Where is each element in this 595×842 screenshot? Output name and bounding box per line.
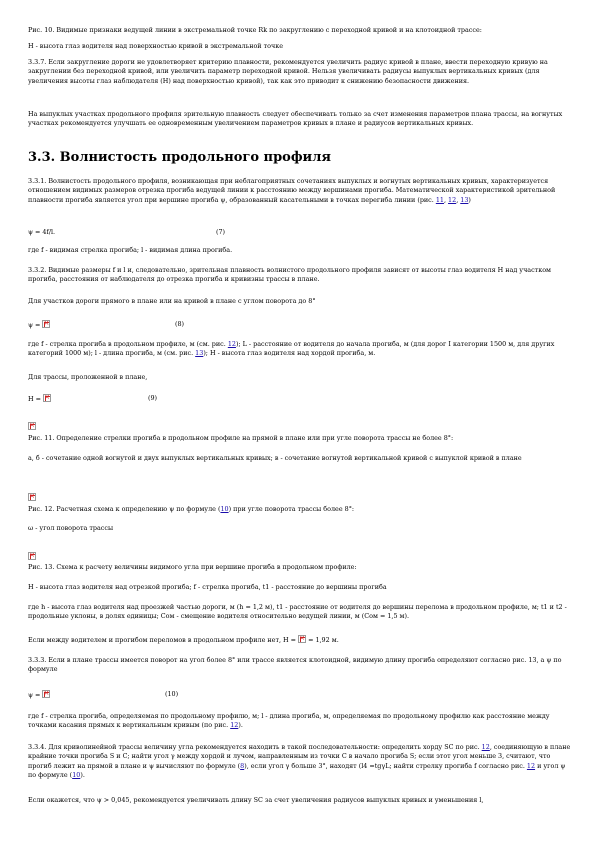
paragraph-psi-greater: Если окажется, что ψ > 0,045, рекомендуется увеличивать длину SC за счет увеличения радиусов выпуклых кривых и уменьшения l, (28, 796, 484, 804)
figure-13-legend: H - высота глаз водителя над отрезкой прогиба; f - стрелка прогиба, t1 - расстояние до вершины прогиба (28, 583, 387, 591)
figure-10-caption: Рис. 10. Видимые признаки ведущей линии в экстремальной точке Rk по закруглению с переходной кривой и на клотоидной трассе: (28, 26, 482, 34)
broken-image-icon (28, 493, 36, 501)
paragraph-convex-sections: На выпуклых участках продольного профиля зрительную плавность следует обеспечивать только за счет изменения параметров плана трассы, на вогнутых участках рекомендуется улучшать ее одновременным увеличением параметров кривых в плане и радиусов вертикальных кривых. (28, 110, 563, 128)
equation-7-number: (7) (216, 228, 226, 236)
paragraph-where-f-L: где f - стрелка прогиба в продольном профиле, м (см. рис. 12); L - расстояние от водителя до начала прогиба, м (для дорог I категории 1500 м, для других категорий 1000 м); l - длина прогиба, м (см. рис. 13); H - высота глаз водителя над хордой прогиба, м. (28, 340, 555, 358)
figure-13-caption: Рис. 13. Схема к расчету величины видимого угла при вершине прогиба в продольном профиле: (28, 563, 357, 571)
equation-8: ψ = × (8) (28, 320, 573, 330)
paragraph-3-3-2: 3.3.2. Видимые размеры f и l и, следовательно, зрительная плавность волнистого продольного профиля зависят от высоты глаз водителя H над участком прогиба, расстояния от наблюдателя до отрезка прогиба и кривизны трассы в плане. (28, 266, 552, 284)
figure-12-link[interactable]: 12 (227, 340, 236, 348)
broken-image-icon (42, 690, 50, 698)
paragraph-3-3-4: 3.3.4. Для криволинейной трассы величину угла рекомендуется находить в такой последовательности: определить хорду SC по рис. 12, соединяющую в плане крайние точки прогиба S и C; найти угол γ между хордой и лучом, направленным из точки C в начало прогиба S; если этот угол меньше 3, считают, что прогиб лежит на прямой в плане и ψ вычисляют по формуле (8), если угол γ больше 3°, находят (l4 =tgγL; найти стрелку прогиба f согласно рис. 12 и угол ψ по формуле (10). (28, 743, 571, 780)
figure-12-image (28, 485, 36, 504)
broken-image-icon (43, 394, 51, 402)
broken-image-icon (42, 320, 50, 328)
paragraph-no-breaks: Если между водителем и прогибом переломов в продольном профиле нет, H = × = 1,92 м. (28, 635, 573, 645)
figure-12-link[interactable]: 12 (448, 195, 457, 204)
equation-9: H = × (9) (28, 394, 573, 404)
figure-12-link[interactable]: 12 (230, 721, 239, 730)
figure-12-link[interactable]: 12 (481, 743, 490, 751)
equation-8-number: (8) (175, 320, 185, 328)
figure-11-image (28, 414, 36, 433)
paragraph-where-f-l: где f - видимая стрелка прогиба; l - видимая длина прогиба. (28, 246, 233, 254)
figure-11-caption: Рис. 11. Определение стрелки прогиба в продольном профиле на прямой в плане или при угле поворота трассы не более 8°: (28, 434, 454, 442)
figure-12-legend: ω - угол поворота трассы (28, 524, 114, 532)
paragraph-3-3-7: 3.3.7. Если закругление дороги не удовлетворяет критерию плавности, рекомендуется увеличить радиус кривой в плане, ввести переходную кривую на закруглении без переходной кривой, или увеличить параметр переходной кривой. Нельзя увеличивать радиусы выпуклых вертикальных кривых (для увеличения высоты глаз наблюдателя (H) над поверхностью кривой), так как это приводит к снижению безопасности движения. (28, 58, 548, 85)
equation-9-number: (9) (148, 394, 158, 402)
paragraph-3-3-1: 3.3.1. Волнистость продольного профиля, возникающая при неблагоприятных сочетаниях выпуклых и вогнутых вертикальных кривых, характеризуется отношением видимых размеров отрезка прогиба ведущей линии к расстоянию между вершинами прогиба. Математической характеристикой зрительной плавности прогиба является угол при вершине прогиба ψ, образованный касательными в точках перегиба линии (рис. 11, 12, 13) (28, 177, 556, 204)
broken-image-icon (298, 635, 306, 643)
formula-10-link[interactable]: 10 (220, 505, 229, 513)
paragraph-where-f-profile: где f - стрелка прогиба, определяемая по продольному профилю, м; l - длина прогиба, м, определяемая по продольному профилю как расстояние между точками касания прямых к вертикальным кривым (по рис. 12). (28, 712, 550, 730)
paragraph-trace-in-plan: Для трассы, проложенной в плане, (28, 373, 148, 381)
equation-10: ψ = × (10) (28, 690, 573, 700)
broken-image-icon (28, 552, 36, 560)
formula-8-link[interactable]: 8 (240, 761, 245, 770)
equation-7 (28, 228, 573, 237)
paragraph-where-h: где h - высота глаз водителя над проезжей частью дороги, м (h = 1,2 м), t1 - расстояние от водителя до вершины перелома в продольном профиле, м; t1 и t2 - продольные уклоны, в долях единицы; Сом - смещение водителя относительно ведущей линии, м (Сом = 1,5 м). (28, 603, 567, 621)
equation-7-formula: ψ = 4f/l. (28, 228, 56, 236)
figure-12-link[interactable]: 12 (526, 761, 536, 770)
section-heading: 3.3. Волнистость продольного профиля (28, 150, 331, 165)
figure-13-link[interactable]: 13 (460, 195, 469, 204)
figure-11-legend: a, б - сочетание одной вогнутой и двух выпуклых вертикальных кривых; в - сочетание вогнутой вертикальной кривой с выпуклой кривой в плане (28, 454, 522, 462)
paragraph-3-3-3: 3.3.3. Если в плане трассы имеется поворот на угол более 8° или трассе является клотоидной, видимую длину прогиба определяют согласно рис. 13, а ψ по формуле (28, 656, 562, 674)
paragraph-h-definition: H - высота глаз водителя над поверхностью кривой в экстремальной точке (28, 42, 283, 50)
equation-10-number: (10) (165, 690, 179, 698)
broken-image-icon (28, 422, 36, 430)
figure-13-link[interactable]: 13 (195, 349, 204, 358)
figure-11-link[interactable]: 11 (435, 195, 444, 204)
figure-13-image (28, 544, 36, 563)
formula-10-link[interactable]: 10 (72, 771, 81, 780)
paragraph-straight-road: Для участков дороги прямого в плане или на кривой в плане с углом поворота до 8° (28, 297, 316, 305)
figure-12-caption: Рис. 12. Расчетная схема к определению ψ по формуле (10) при угле поворота трассы более 8°: (28, 505, 355, 513)
